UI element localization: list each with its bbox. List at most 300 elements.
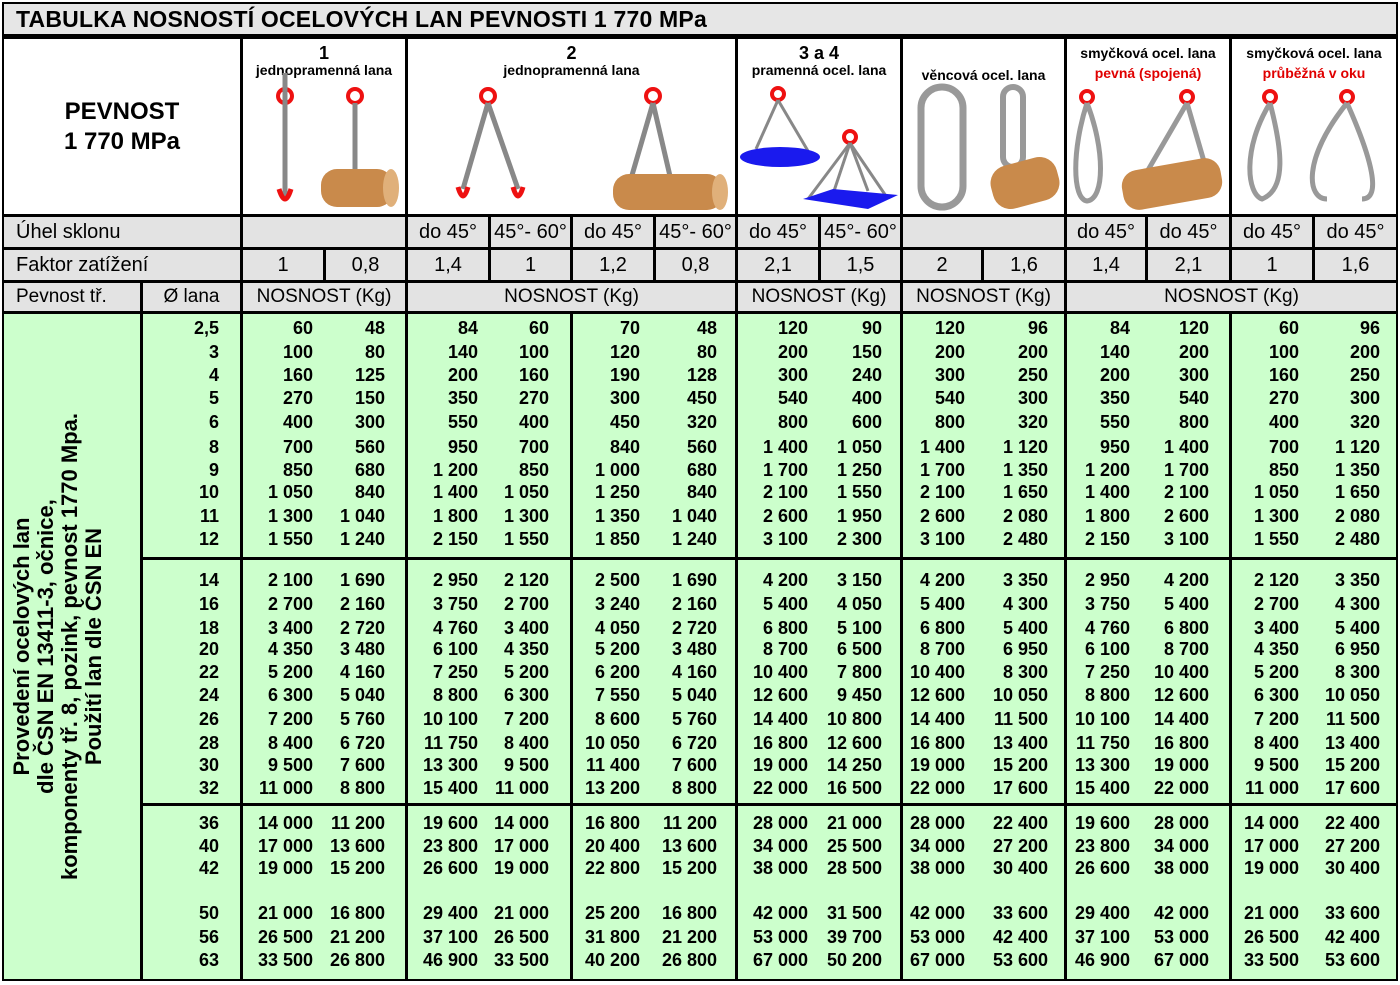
factor-cell	[1148, 250, 1229, 280]
side-note-line: Použití lan dle ČSN EN	[81, 527, 106, 766]
capacity-value: 1 400	[432, 482, 478, 502]
capacity-value: 680	[686, 460, 717, 480]
capacity-value: 1 240	[339, 529, 385, 549]
capacity-value: 8 400	[503, 733, 549, 753]
capacity-value: 300	[1017, 388, 1048, 408]
capacity-value: 33 600	[992, 903, 1048, 923]
angle-cell	[1067, 217, 1145, 247]
capacity-value: 5 200	[594, 639, 640, 659]
capacity-value: 120	[777, 318, 808, 338]
capacity-value: 840	[354, 482, 385, 502]
capacity-value: 8 700	[919, 639, 965, 659]
capacity-value: 850	[518, 460, 549, 480]
capacity-value: 850	[282, 460, 313, 480]
factor-cell-text: 1,4	[1092, 253, 1120, 276]
capacity-value: 4 760	[432, 618, 478, 638]
capacity-value: 15 400	[1074, 778, 1130, 798]
capacity-value: 14 000	[493, 813, 549, 833]
capacity-value: 270	[282, 388, 313, 408]
capacity-value: 27 200	[992, 836, 1048, 856]
capacity-value: 70	[619, 318, 640, 338]
capacity-value: 31 500	[826, 903, 882, 923]
capacity-value: 6 100	[432, 639, 478, 659]
capacity-group-header	[1067, 283, 1396, 311]
side-note-line: komponenty tř. 8, pozink, pevnost 1770 Mpa.	[57, 413, 82, 880]
capacity-group-header-text: NOSNOST (Kg)	[751, 286, 887, 307]
capacity-value: 19 000	[257, 858, 313, 878]
col-header-label: pramenná ocel. lana	[751, 62, 887, 78]
diameter-value: 26	[198, 709, 219, 729]
capacity-value: 5 760	[671, 709, 717, 729]
side-note-line: dle ČSN EN 13411-3, očnice,	[33, 499, 58, 794]
angle-cell	[573, 217, 653, 247]
capacity-value: 4 050	[836, 594, 882, 614]
capacity-value: 42 400	[992, 927, 1048, 947]
capacity-value: 1 200	[432, 460, 478, 480]
capacity-value: 11 200	[662, 813, 717, 833]
capacity-value: 8 400	[1253, 733, 1299, 753]
capacity-value: 200	[934, 342, 965, 362]
angle-cell	[408, 217, 488, 247]
capacity-value: 200	[1099, 365, 1130, 385]
diameter-value: 10	[198, 482, 219, 502]
capacity-value: 2 300	[836, 529, 882, 549]
capacity-value: 37 100	[1074, 927, 1130, 947]
capacity-group-header-text: NOSNOST (Kg)	[1164, 286, 1299, 307]
capacity-value: 300	[1349, 388, 1380, 408]
col-header-3	[738, 39, 900, 214]
capacity-value: 1 800	[1084, 506, 1130, 526]
capacity-value: 67 000	[1153, 950, 1209, 970]
capacity-value: 3 350	[1334, 570, 1380, 590]
capacity-value: 16 800	[909, 733, 965, 753]
capacity-value: 1 300	[1253, 506, 1299, 526]
capacity-value: 140	[447, 342, 478, 362]
diameter-value: 36	[198, 813, 219, 833]
capacity-value: 3 350	[1002, 570, 1048, 590]
factor-cell-text: 1,6	[1341, 253, 1370, 276]
capacity-value: 11 750	[423, 733, 478, 753]
capacity-value: 26 500	[257, 927, 313, 947]
capacity-value: 950	[447, 437, 478, 457]
col-header-4	[903, 39, 1064, 214]
capacity-value: 6 720	[671, 733, 717, 753]
capacity-value: 7 200	[503, 709, 549, 729]
diameter-value: 6	[208, 412, 219, 432]
capacity-value: 6 300	[1253, 685, 1299, 705]
capacity-value: 1 400	[762, 437, 808, 457]
factor-cell-text: 2	[936, 253, 948, 276]
capacity-value: 4 350	[1253, 639, 1299, 659]
factor-cell	[326, 250, 405, 280]
capacity-value: 67 000	[752, 950, 808, 970]
capacity-value: 680	[354, 460, 385, 480]
capacity-value: 15 200	[329, 858, 385, 878]
capacity-value: 60	[528, 318, 549, 338]
capacity-value: 1 550	[1253, 529, 1299, 549]
angle-cell-text: do 45°	[1242, 220, 1302, 243]
grommet-sling-illustration	[903, 39, 1064, 214]
capacity-value: 2 950	[432, 570, 478, 590]
capacity-value: 2 500	[594, 570, 640, 590]
capacity-value: 1 700	[762, 460, 808, 480]
capacity-group-header	[243, 283, 405, 311]
capacity-value: 13 400	[1324, 733, 1380, 753]
capacity-value: 1 690	[671, 570, 717, 590]
capacity-value: 11 750	[1075, 733, 1130, 753]
capacity-value: 6 100	[1084, 639, 1130, 659]
capacity-value: 160	[1268, 365, 1299, 385]
capacity-value: 1 240	[671, 529, 717, 549]
capacity-value: 1 690	[339, 570, 385, 590]
capacity-value: 22 400	[1324, 813, 1380, 833]
diameter-value: 42	[198, 858, 219, 878]
capacity-value: 14 250	[826, 755, 882, 775]
capacity-value: 2 160	[339, 594, 385, 614]
capacity-value: 60	[292, 318, 313, 338]
capacity-value: 2 700	[1253, 594, 1299, 614]
capacity-value: 15 200	[992, 755, 1048, 775]
capacity-value: 4 050	[594, 618, 640, 638]
capacity-value: 25 200	[584, 903, 640, 923]
col-header-number: 3 a 4	[798, 43, 840, 63]
capacity-value: 28 000	[909, 813, 965, 833]
factor-cell-text: 1	[1266, 253, 1278, 276]
diameter-value: 12	[198, 529, 219, 549]
capacity-value: 8 600	[594, 709, 640, 729]
capacity-value: 26 600	[422, 858, 478, 878]
capacity-value: 125	[354, 365, 385, 385]
side-note-line: Provedení ocelových lan	[9, 517, 34, 776]
capacity-value: 1 300	[267, 506, 313, 526]
capacity-value: 12 600	[1153, 685, 1209, 705]
capacity-value: 5 400	[919, 594, 965, 614]
diameter-value: 24	[198, 685, 219, 705]
capacity-value: 3 240	[594, 594, 640, 614]
capacity-value: 84	[1109, 318, 1130, 338]
capacity-value: 46 900	[422, 950, 478, 970]
capacity-value: 7 550	[594, 685, 640, 705]
angle-cell-text: 45°- 60°	[659, 220, 732, 243]
capacity-value: 13 300	[422, 755, 478, 775]
capacity-value: 11 000	[1244, 778, 1299, 798]
table-title: TABULKA NOSNOSTÍ OCELOVÝCH LAN PEVNOSTI 1 770 MPa	[2, 2, 1398, 36]
capacity-value: 14 000	[1243, 813, 1299, 833]
capacity-value: 240	[851, 365, 882, 385]
col-header-label: smyčková ocel. lana	[1246, 45, 1382, 61]
angle-cell-text: do 45°	[748, 220, 808, 243]
factor-cell-text: 1	[524, 253, 537, 276]
col-header-number: 1	[318, 43, 329, 63]
col-header-label: smyčková ocel. lana	[1080, 45, 1216, 61]
diameter-value: 18	[198, 618, 219, 638]
capacity-value: 200	[1349, 342, 1380, 362]
capacity-value: 120	[609, 342, 640, 362]
factor-cell	[243, 250, 323, 280]
endless-loop-sling-illustration	[1067, 39, 1229, 214]
capacity-value: 2 600	[762, 506, 808, 526]
capacity-value: 3 150	[836, 570, 882, 590]
capacity-value: 270	[1268, 388, 1299, 408]
capacity-value: 13 600	[661, 836, 717, 856]
capacity-value: 4 350	[267, 639, 313, 659]
diameter-value: 56	[198, 927, 219, 947]
capacity-value: 3 750	[1084, 594, 1130, 614]
angle-cell-text: 45°- 60°	[824, 220, 897, 243]
capacity-value: 23 800	[1074, 836, 1130, 856]
capacity-value: 60	[1278, 318, 1299, 338]
capacity-value: 14 400	[909, 709, 965, 729]
capacity-value: 800	[777, 412, 808, 432]
factor-cell	[656, 250, 735, 280]
capacity-value: 5 400	[1163, 594, 1209, 614]
capacity-value: 7 250	[1084, 662, 1130, 682]
side-note	[4, 324, 140, 969]
capacity-value: 850	[1268, 460, 1299, 480]
capacity-value: 400	[282, 412, 313, 432]
capacity-value: 2 950	[1084, 570, 1130, 590]
capacity-value: 16 800	[1153, 733, 1209, 753]
capacity-value: 5 100	[836, 618, 882, 638]
capacity-value: 1 400	[919, 437, 965, 457]
capacity-value: 1 550	[836, 482, 882, 502]
col-header-red-label: pevná (spojená)	[1094, 65, 1202, 81]
capacity-value: 33 500	[493, 950, 549, 970]
angle-cell	[1148, 217, 1229, 247]
col-header-5	[1067, 39, 1229, 214]
capacity-value: 8 800	[432, 685, 478, 705]
capacity-value: 17 000	[493, 836, 549, 856]
capacity-value: 250	[1349, 365, 1380, 385]
capacity-value: 17 600	[992, 778, 1048, 798]
capacity-value: 12 600	[826, 733, 882, 753]
capacity-value: 550	[1099, 412, 1130, 432]
capacity-value: 150	[851, 342, 882, 362]
capacity-value: 42 000	[752, 903, 808, 923]
capacity-value: 7 250	[432, 662, 478, 682]
factor-cell	[491, 250, 570, 280]
capacity-value: 150	[354, 388, 385, 408]
capacity-value: 30 400	[1324, 858, 1380, 878]
capacity-value: 700	[1268, 437, 1299, 457]
capacity-value: 16 800	[661, 903, 717, 923]
capacity-value: 21 000	[493, 903, 549, 923]
capacity-value: 19 000	[752, 755, 808, 775]
capacity-value: 5 400	[1334, 618, 1380, 638]
col-header-label: jednopramenná lana	[503, 62, 640, 78]
capacity-value: 7 800	[836, 662, 882, 682]
diameter-value: 20	[198, 639, 219, 659]
capacity-value: 67 000	[909, 950, 965, 970]
capacity-value: 96	[1027, 318, 1048, 338]
capacity-value: 800	[934, 412, 965, 432]
capacity-value: 550	[447, 412, 478, 432]
capacity-value: 200	[1178, 342, 1209, 362]
capacity-value: 10 050	[992, 685, 1048, 705]
col-header-label: jednopramenná lana	[255, 62, 393, 78]
diameter-value: 63	[198, 950, 219, 970]
capacity-value: 38 000	[909, 858, 965, 878]
capacity-value: 450	[686, 388, 717, 408]
capacity-value: 2 080	[1002, 506, 1048, 526]
factor-label-cell	[4, 250, 240, 280]
factor-cell	[738, 250, 818, 280]
capacity-value: 100	[518, 342, 549, 362]
diameter-value: 4	[208, 365, 219, 385]
capacity-value: 34 000	[752, 836, 808, 856]
capacity-value: 33 500	[1243, 950, 1299, 970]
capacity-value: 250	[1017, 365, 1048, 385]
strength-label: PEVNOST	[64, 97, 180, 125]
capacity-value: 34 000	[1153, 836, 1209, 856]
capacity-value: 11 400	[585, 755, 640, 775]
capacity-value: 700	[282, 437, 313, 457]
capacity-value: 1 200	[1084, 460, 1130, 480]
capacity-value: 2 160	[671, 594, 717, 614]
capacity-value: 8 800	[1084, 685, 1130, 705]
capacity-value: 6 300	[267, 685, 313, 705]
capacity-value: 320	[1349, 412, 1380, 432]
capacity-group-header-text: NOSNOST (Kg)	[256, 286, 392, 307]
capacity-value: 1 650	[1334, 482, 1380, 502]
factor-cell	[408, 250, 488, 280]
capacity-value: 320	[1017, 412, 1048, 432]
capacity-value: 2 700	[267, 594, 313, 614]
capacity-value: 6 200	[594, 662, 640, 682]
capacity-value: 39 700	[826, 927, 882, 947]
capacity-value: 23 800	[422, 836, 478, 856]
capacity-value: 8 800	[339, 778, 385, 798]
diameter-label-cell	[143, 283, 240, 311]
capacity-value: 28 000	[1153, 813, 1209, 833]
factor-label: Faktor zatížení	[16, 254, 149, 276]
angle-cell	[821, 217, 900, 247]
capacity-value: 7 600	[671, 755, 717, 775]
capacity-value: 10 100	[1074, 709, 1130, 729]
capacity-value: 300	[1178, 365, 1209, 385]
capacity-value: 26 600	[1074, 858, 1130, 878]
capacity-value: 1 550	[503, 529, 549, 549]
capacity-value: 14 400	[1153, 709, 1209, 729]
angle-cell-text: do 45°	[1326, 220, 1385, 243]
capacity-value: 10 400	[752, 662, 808, 682]
capacity-value: 7 600	[339, 755, 385, 775]
capacity-value: 300	[777, 365, 808, 385]
capacity-value: 300	[609, 388, 640, 408]
capacity-value: 90	[861, 318, 882, 338]
capacity-value: 160	[282, 365, 313, 385]
capacity-value: 20 400	[584, 836, 640, 856]
capacity-value: 22 000	[909, 778, 965, 798]
capacity-value: 22 400	[992, 813, 1048, 833]
capacity-value: 10 400	[1153, 662, 1209, 682]
capacity-value: 2 080	[1334, 506, 1380, 526]
capacity-value: 540	[934, 388, 965, 408]
capacity-value: 2 600	[1163, 506, 1209, 526]
capacity-value: 38 000	[1153, 858, 1209, 878]
capacity-value: 2 100	[267, 570, 313, 590]
capacity-value: 3 480	[339, 639, 385, 659]
capacity-value: 22 000	[1153, 778, 1209, 798]
single-leg-sling-illustration	[243, 39, 405, 214]
capacity-value: 1 040	[671, 506, 717, 526]
capacity-value: 14 400	[752, 709, 808, 729]
capacity-value: 29 400	[422, 903, 478, 923]
capacity-value: 350	[1099, 388, 1130, 408]
capacity-group-header-text: NOSNOST (Kg)	[916, 286, 1051, 307]
capacity-value: 33 500	[257, 950, 313, 970]
capacity-value: 10 400	[909, 662, 965, 682]
capacity-value: 30 400	[992, 858, 1048, 878]
factor-cell-text: 1,4	[434, 253, 462, 276]
factor-cell	[573, 250, 653, 280]
capacity-value: 1 950	[836, 506, 882, 526]
factor-cell	[984, 250, 1064, 280]
capacity-value: 28 000	[752, 813, 808, 833]
capacity-value: 26 800	[661, 950, 717, 970]
capacity-value: 9 500	[503, 755, 549, 775]
capacity-value: 14 000	[257, 813, 313, 833]
capacity-value: 3 100	[762, 529, 808, 549]
capacity-value: 37 100	[422, 927, 478, 947]
capacity-value: 1 050	[836, 437, 882, 457]
capacity-value: 7 200	[1253, 709, 1299, 729]
capacity-value: 28 500	[826, 858, 882, 878]
eye-loop-sling-illustration	[1232, 39, 1396, 214]
capacity-value: 3 750	[432, 594, 478, 614]
capacity-value: 1 850	[594, 529, 640, 549]
capacity-value: 8 800	[671, 778, 717, 798]
capacity-value: 53 600	[1324, 950, 1380, 970]
capacity-group-header	[408, 283, 735, 311]
capacity-value: 128	[686, 365, 717, 385]
diameter-value: 50	[198, 903, 219, 923]
load-capacity-table	[2, 2, 1398, 981]
multi-leg-sling-illustration	[738, 39, 900, 214]
capacity-value: 33 600	[1324, 903, 1380, 923]
capacity-value: 1 250	[836, 460, 882, 480]
capacity-value: 2 700	[503, 594, 549, 614]
capacity-value: 19 000	[909, 755, 965, 775]
capacity-value: 25 500	[826, 836, 882, 856]
capacity-value: 96	[1359, 318, 1380, 338]
capacity-value: 1 700	[919, 460, 965, 480]
diameter-label: Ø lana	[163, 286, 220, 307]
capacity-value: 3 100	[919, 529, 965, 549]
angle-label-cell	[4, 217, 240, 247]
capacity-value: 400	[851, 388, 882, 408]
capacity-value: 4 200	[1163, 570, 1209, 590]
capacity-group-header	[903, 283, 1064, 311]
capacity-value: 11 000	[494, 778, 549, 798]
capacity-value: 12 600	[909, 685, 965, 705]
factor-cell-text: 2,1	[1174, 253, 1203, 276]
capacity-value: 53 600	[992, 950, 1048, 970]
angle-cell-text: do 45°	[583, 220, 643, 243]
capacity-value: 1 650	[1002, 482, 1048, 502]
capacity-value: 9 500	[1253, 755, 1299, 775]
capacity-value: 120	[934, 318, 965, 338]
capacity-value: 200	[777, 342, 808, 362]
capacity-value: 12 600	[752, 685, 808, 705]
capacity-value: 2 720	[339, 618, 385, 638]
col-header-1	[243, 39, 405, 214]
angle-label: Úhel sklonu	[16, 221, 121, 243]
capacity-value: 190	[609, 365, 640, 385]
capacity-value: 26 500	[1243, 927, 1299, 947]
capacity-value: 16 800	[584, 813, 640, 833]
diameter-value: 32	[198, 778, 219, 798]
